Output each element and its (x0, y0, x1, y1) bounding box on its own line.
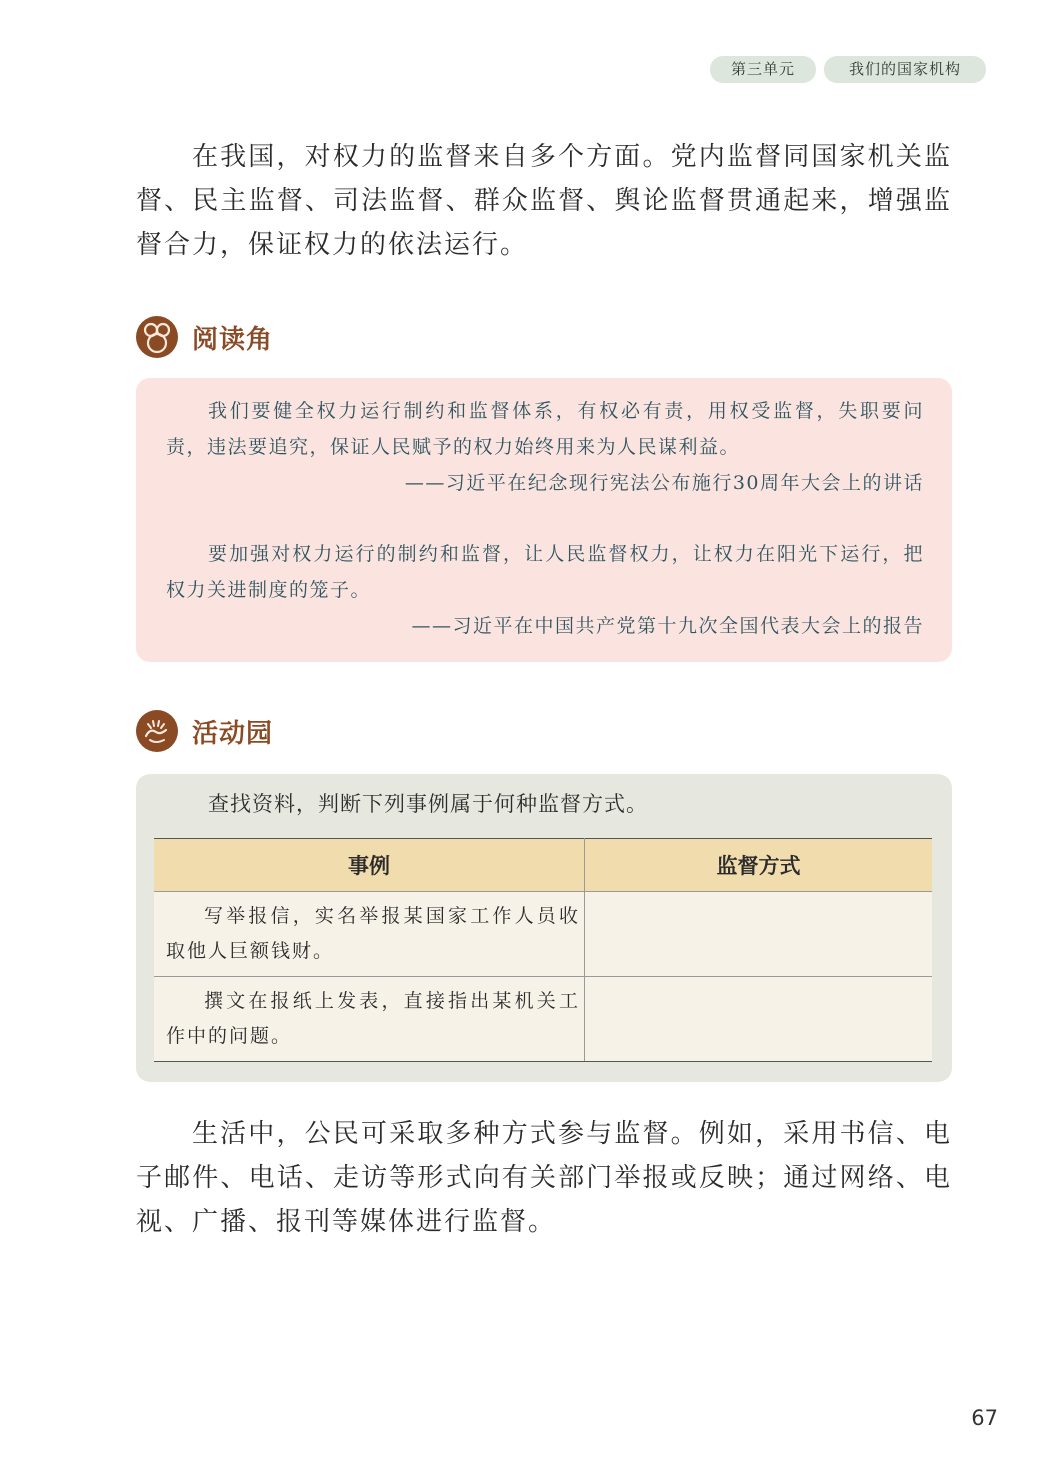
closing-paragraph: 生活中，公民可采取多种方式参与监督。例如，采用书信、电子邮件、电话、走访等形式向有关部门举报或反映；通过网络、电视、广播、报刊等媒体进行监督。 (136, 1119, 952, 1237)
case-text: 写举报信，实名举报某国家工作人员收取他人巨额钱财。 (166, 905, 580, 962)
running-header (710, 56, 986, 83)
table-row (154, 892, 932, 977)
method-cell (585, 977, 933, 1062)
reading-corner-title: 阅读角 (192, 324, 274, 355)
activity-instruction: 查找资料，判断下列事例属于何种监督方式。 (208, 792, 648, 816)
quote-text: 我们要健全权力运行制约和监督体系，有权必有责，用权受监督，失职要问责，违法要追究，保证人民赋予的权力始终用来为人民谋利益。 (166, 400, 924, 458)
reading-corner-heading (136, 316, 273, 358)
activity-table (154, 838, 932, 1062)
quote-text: 要加强对权力运行的制约和监督，让人民监督权力，让权力在阳光下运行，把权力关进制度的笼子。 (166, 543, 924, 601)
column-header-method: 监督方式 (585, 839, 933, 892)
activity-box (136, 774, 952, 1082)
unit-label: 第三单元 (710, 56, 816, 83)
quote-block (166, 393, 924, 501)
case-text: 撰文在报纸上发表，直接指出某机关工作中的问题。 (166, 990, 580, 1047)
activity-title: 活动园 (192, 718, 274, 749)
activity-heading (136, 710, 273, 752)
quote-source: ——习近平在中国共产党第十九次全国代表大会上的报告 (411, 615, 924, 637)
table-header-row (154, 839, 932, 892)
table-row (154, 977, 932, 1062)
chapter-title: 我们的国家机构 (824, 56, 986, 83)
hands-icon (136, 710, 178, 752)
quote-block (166, 536, 924, 644)
quote-source: ——习近平在纪念现行宪法公布施行30周年大会上的讲话 (404, 472, 924, 494)
intro-paragraph: 在我国，对权力的监督来自多个方面。党内监督同国家机关监督、民主监督、司法监督、群众监督、舆论监督贯通起来，增强监督合力，保证权力的依法运行。 (136, 142, 952, 260)
reading-corner-box (136, 378, 952, 662)
column-header-case: 事例 (154, 839, 585, 892)
method-cell (585, 892, 933, 977)
reading-icon (136, 316, 178, 358)
case-cell (154, 977, 585, 1062)
case-cell (154, 892, 585, 977)
page-number: 67 (971, 1406, 998, 1430)
